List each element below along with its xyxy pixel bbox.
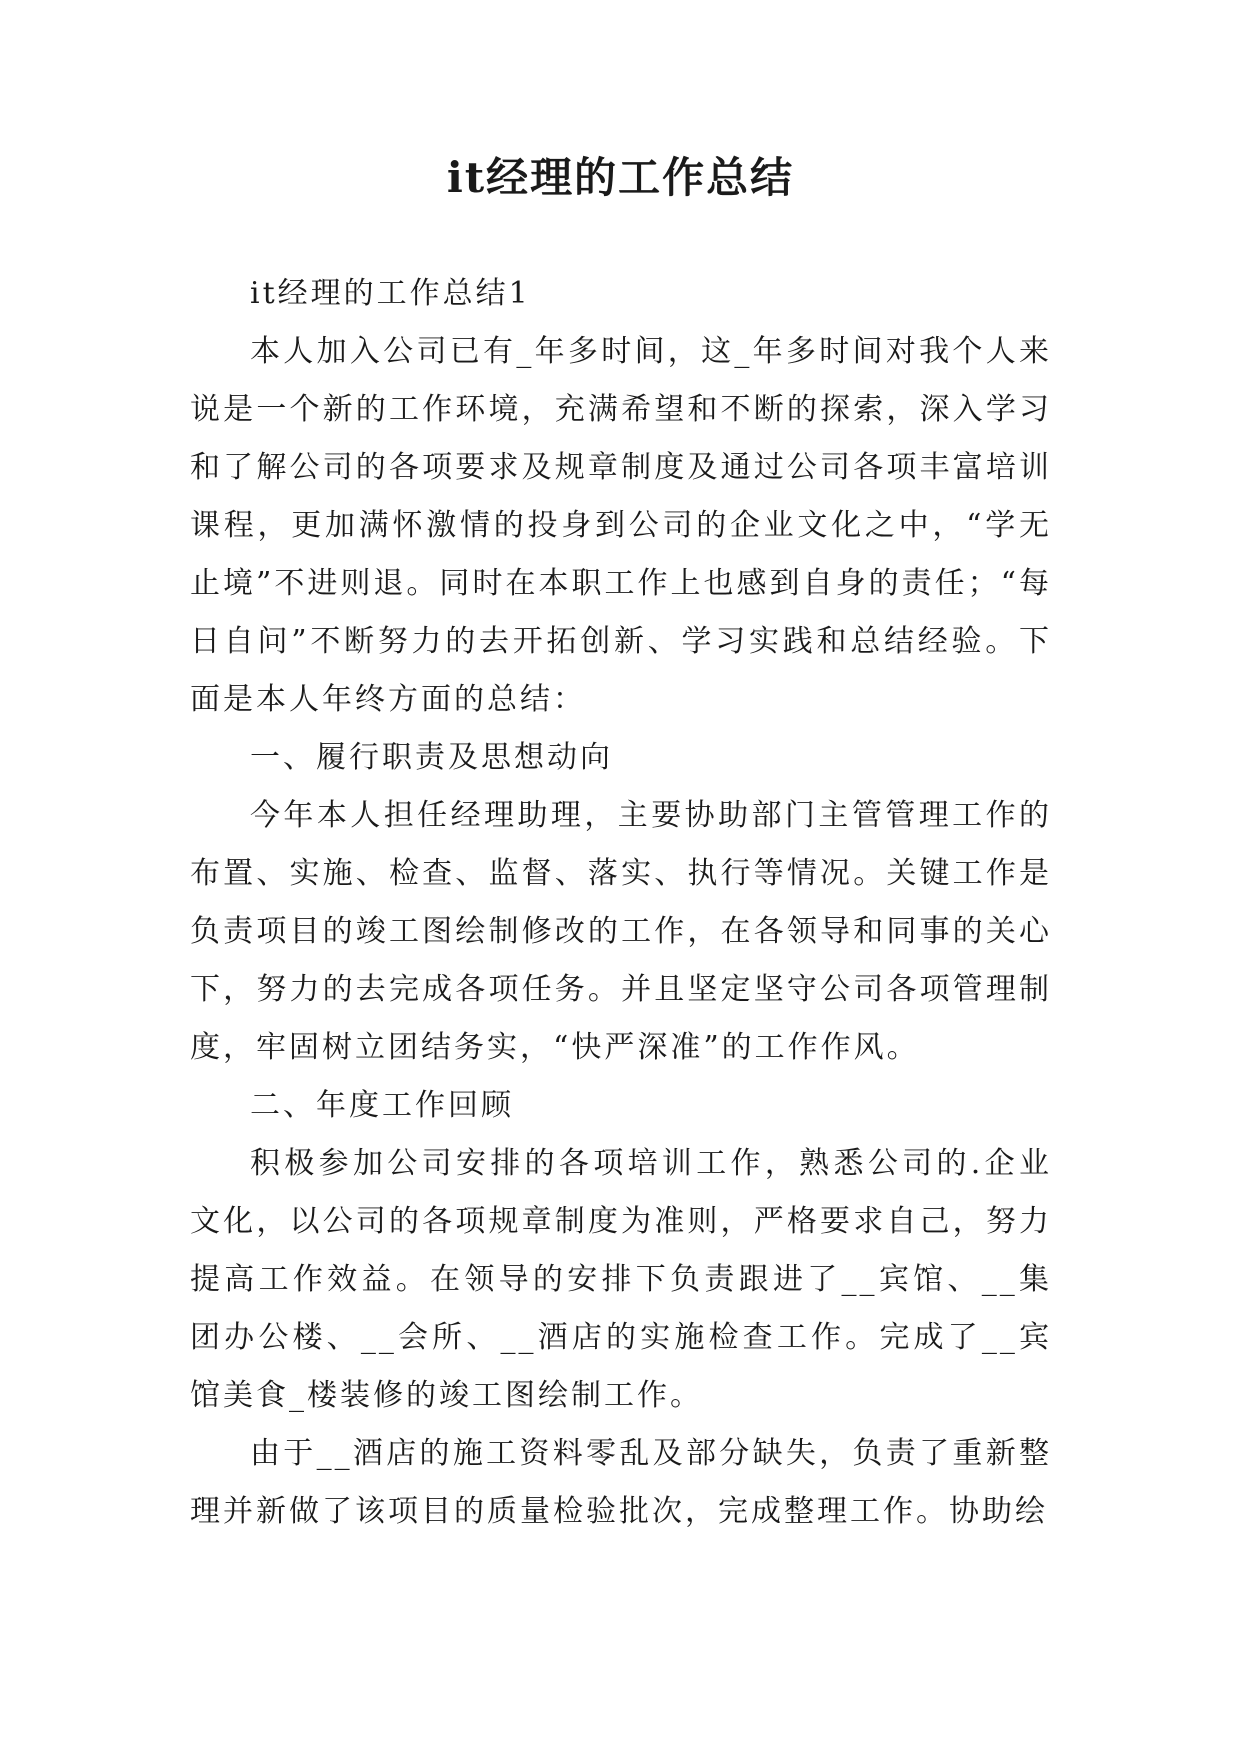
body-paragraph: 本人加入公司已有_年多时间，这_年多时间对我个人来说是一个新的工作环境，充满希望和不断的探索，深入学习和了解公司的各项要求及规章制度及通过公司各项丰富培训课程，更加满怀激情的投身到公司的企业文化之中，“学无止境”不进则退。同时在本职工作上也感到自身的责任；“每日自问”不断努力的去开拓创新、学习实践和总结经验。下面是本人年终方面的总结： (190, 334, 1052, 717)
document-body (190, 265, 1052, 1541)
section-heading: 二、年度工作回顾 (250, 1088, 514, 1123)
section-heading: it经理的工作总结1 (250, 276, 531, 311)
body-paragraph: 由于__酒店的施工资料零乱及部分缺失，负责了重新整理并新做了该项目的质量检验批次，完成整理工作。协助绘 (190, 1436, 1052, 1529)
document-title: it经理的工作总结 (446, 153, 795, 202)
section-heading: 一、履行职责及思想动向 (250, 740, 613, 775)
body-paragraph: 积极参加公司安排的各项培训工作，熟悉公司的.企业文化，以公司的各项规章制度为准则，严格要求自己，努力提高工作效益。在领导的安排下负责跟进了__宾馆、__集团办公楼、__会所、__酒店的实施检查工作。完成了__宾馆美食_楼装修的竣工图绘制工作。 (190, 1146, 1052, 1413)
body-paragraph: 今年本人担任经理助理，主要协助部门主管管理工作的布置、实施、检查、监督、落实、执行等情况。关键工作是负责项目的竣工图绘制修改的工作，在各领导和同事的关心下，努力的去完成各项任务。并且坚定坚守公司各项管理制度，牢固树立团结务实，“快严深准”的工作作风。 (190, 798, 1052, 1065)
